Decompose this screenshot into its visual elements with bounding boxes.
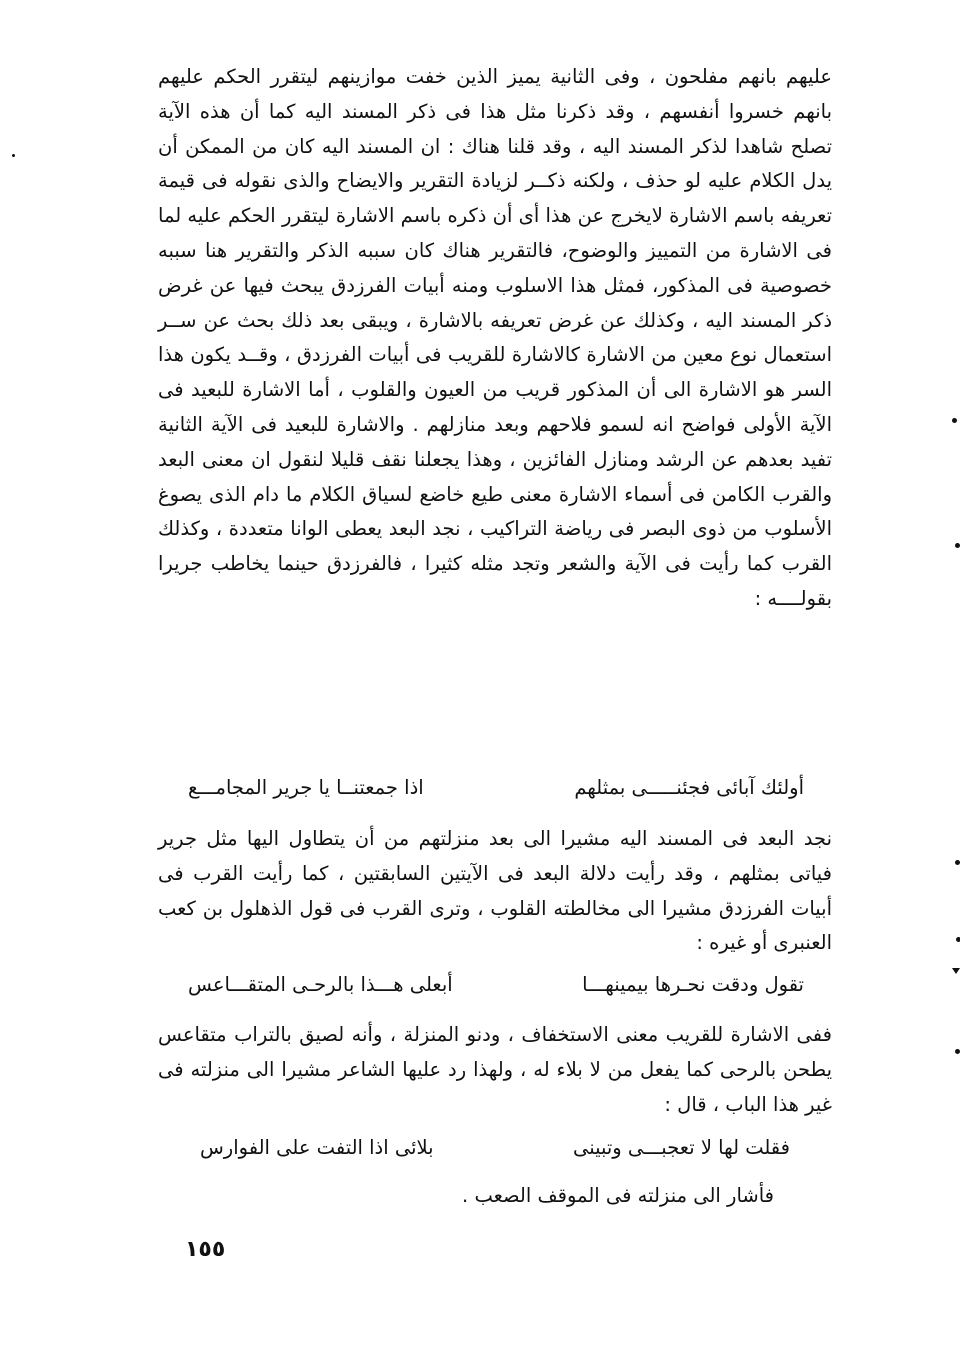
- body-paragraph: نجد البعد فى المسند اليه مشيرا الى بعد منزلتهم من أن يتطاول اليها مثل جرير فياتى بمثلهم ، وقد رأيت دلالة البعد فى الآيتين السابقتين ، كما رأيت القرب فى أبيات الفرزدق مشيرا الى مخالطته القلوب ، وترى القرب فى قول الذهلول بن كعب العنبرى أو غيره :: [158, 827, 832, 955]
- page-number: ١٥٥: [185, 1237, 226, 1262]
- closing-line: فأشار الى منزلته فى الموقف الصعب .: [462, 1184, 774, 1207]
- scan-speck: [12, 154, 15, 157]
- scan-speck: [955, 543, 960, 548]
- scan-speck: [956, 937, 960, 942]
- scan-speck: [955, 860, 960, 865]
- poetry-verse: [180, 968, 804, 1004]
- scan-speck: [952, 968, 960, 974]
- scan-speck: [952, 418, 957, 423]
- scan-speck: [955, 1049, 960, 1054]
- verse-first-hemistich: فقلت لها لا تعجبـــى وتبينى: [572, 1136, 790, 1159]
- body-paragraph: عليهم بانهم مفلحون ، وفى الثانية يميز الذين خفت موازينهم ليتقرر الحكم عليهم بانهم خسروا أنفسهم ، وقد ذكرنا مثل هذا فى ذكر المسند اليه كما أن هذه الآية تصلح شاهدا لذكر المسند اليه ، وقد قلنا هناك : ان المسند اليه كان من الممكن أن يدل الكلام عليه لو حذف ، ولكنه ذكــر لزيادة التقرير والايضاح والذى نقوله فى قيمة تعريفه باسم الاشارة لايخرج عن هذا أى أن ذكره باسم الاشارة ليتقرر الحكم عليه لما فى الاشارة من التمييز والوضوح، فالتقرير هناك كان سببه الذكر والتقرير هنا سببه خصوصية فى المذكور، فمثل هذا الاسلوب ومنه أبيات الفرزدق يبحث فيها عن غرض ذكر المسند اليه ، وكذلك عن غرض تعريفه بالاشارة ، ويبقى بعد ذلك بحث عن ســر استعمال نوع معين من الاشارة كالاشارة للقريب فى أبيات الفرزدق ، وقــد يكون هذا السر هو الاشارة الى أن المذكور قريب من العيون والقلوب ، أما الاشارة للبعيد فى الآية الأولى فواضح انه لسمو فلاحهم وبعد منازلهم . والاشارة للبعيد فى الآية الثانية تفيد بعدهم عن الرشد ومنازل الفائزين ، وهذا يجعلنا نقف قليلا لنقول ان معنى البعد والقرب الكامن فى أسماء الاشارة معنى طيع خاضع لسياق الكلام ما دام الذى يصوغ الأسلوب من ذوى البصر فى رياضة التراكيب ، نجد البعد يعطى الوانا متعددة ، وكذلك القرب كما رأيت فى الآية والشعر وتجد مثله كثيرا ، فالفرزدق حينما يخاطب جريرا بقولــــه :: [158, 65, 832, 610]
- poetry-verse: [196, 1131, 790, 1167]
- verse-second-hemistich: اذا جمعتنــا يا جرير المجامـــع: [188, 776, 424, 799]
- body-paragraph: ففى الاشارة للقريب معنى الاستخفاف ، ودنو المنزلة ، وأنه لصيق بالتراب متقاعس يطحن بالرحى كما يفعل من لا بلاء له ، ولهذا رد عليها الشاعر مشيرا الى منزلته فى غير هذا الباب ، قال :: [158, 1023, 832, 1116]
- verse-second-hemistich: أبعلى هـــذا بالرحـى المتقـــاعس: [188, 973, 453, 996]
- poetry-verse: [180, 771, 804, 807]
- verse-second-hemistich: بلائى اذا التفت على الفوارس: [200, 1136, 434, 1159]
- verse-first-hemistich: تقول ودقت نحـرها بيمينهـــا: [582, 973, 804, 996]
- verse-first-hemistich: أولئك آبائى فجئنـــــى بمثلهم: [574, 776, 804, 799]
